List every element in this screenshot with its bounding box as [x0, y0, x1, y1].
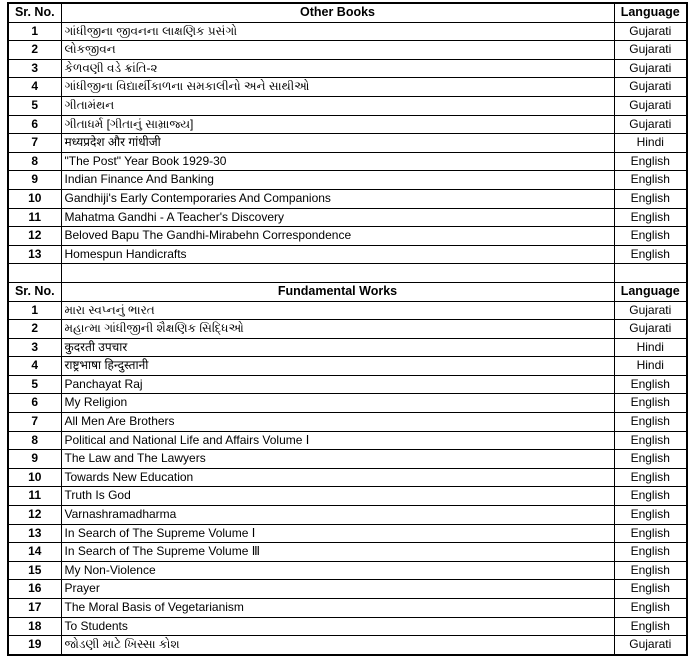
book-title-cell: The Moral Basis of Vegetarianism: [61, 599, 614, 618]
sr-no-cell: 12: [8, 227, 61, 246]
language-cell: English: [614, 468, 687, 487]
book-title-cell: Truth Is God: [61, 487, 614, 506]
sr-no-cell: 6: [8, 115, 61, 134]
section-title-header: Fundamental Works: [61, 282, 614, 301]
book-title-cell: In Search of The Supreme Volume Ⅲ: [61, 543, 614, 562]
book-title-cell: Beloved Bapu The Gandhi-Mirabehn Correspondence: [61, 227, 614, 246]
table-row: [8, 41, 687, 60]
sr-no-cell: 10: [8, 468, 61, 487]
sr-no-cell: 4: [8, 357, 61, 376]
table-row: [8, 189, 687, 208]
table-row: [8, 599, 687, 618]
sr-no-column-header: Sr. No.: [8, 282, 61, 301]
table-row: [8, 78, 687, 97]
sr-no-cell: 9: [8, 171, 61, 190]
language-cell: Gujarati: [614, 96, 687, 115]
table-row: [8, 338, 687, 357]
language-cell: English: [614, 375, 687, 394]
language-cell: English: [614, 506, 687, 525]
sr-no-cell: 7: [8, 413, 61, 432]
sr-no-cell: 2: [8, 320, 61, 339]
table-row: [8, 375, 687, 394]
table-row: [8, 506, 687, 525]
language-column-header: Language: [614, 3, 687, 22]
table-row: [8, 487, 687, 506]
book-title-cell: मध्यप्रदेश और गांधीजी: [61, 134, 614, 153]
language-cell: Gujarati: [614, 301, 687, 320]
sr-no-cell: 8: [8, 431, 61, 450]
table-row: [8, 152, 687, 171]
sr-no-cell: 19: [8, 636, 61, 655]
book-title-cell: મારા સ્વપ્નનું ભારત: [61, 301, 614, 320]
table-row: [8, 617, 687, 636]
language-cell: English: [614, 208, 687, 227]
language-cell: English: [614, 171, 687, 190]
sr-no-cell: 13: [8, 245, 61, 264]
language-cell: English: [614, 561, 687, 580]
book-title-cell: Indian Finance And Banking: [61, 171, 614, 190]
section-header-row: [8, 282, 687, 301]
language-cell: English: [614, 394, 687, 413]
language-cell: English: [614, 152, 687, 171]
sr-no-cell: 4: [8, 78, 61, 97]
language-cell: Gujarati: [614, 636, 687, 655]
sr-no-cell: 10: [8, 189, 61, 208]
language-cell: English: [614, 431, 687, 450]
book-title-cell: In Search of The Supreme Volume Ⅰ: [61, 524, 614, 543]
sr-no-cell: 3: [8, 59, 61, 78]
book-title-cell: All Men Are Brothers: [61, 413, 614, 432]
spacer-row: [8, 264, 687, 283]
book-title-cell: कुदरती उपचार: [61, 338, 614, 357]
section-header-row: [8, 3, 687, 22]
language-cell: Gujarati: [614, 320, 687, 339]
sr-no-cell: 18: [8, 617, 61, 636]
table-row: [8, 543, 687, 562]
language-column-header: Language: [614, 282, 687, 301]
book-title-cell: To Students: [61, 617, 614, 636]
book-title-cell: ગાંધીજીના વિદ્યાર્થીકાળના સમકાલીનો અને સાથીઓ: [61, 78, 614, 97]
sr-no-cell: 5: [8, 96, 61, 115]
book-title-cell: My Religion: [61, 394, 614, 413]
sr-no-cell: 8: [8, 152, 61, 171]
sr-no-cell: 13: [8, 524, 61, 543]
table-row: [8, 636, 687, 655]
book-title-cell: ગીતામંથન: [61, 96, 614, 115]
sr-no-cell: 12: [8, 506, 61, 525]
table-row: [8, 413, 687, 432]
language-cell: Gujarati: [614, 59, 687, 78]
table-row: [8, 468, 687, 487]
sr-no-cell: 3: [8, 338, 61, 357]
table-row: [8, 208, 687, 227]
table-row: [8, 357, 687, 376]
book-title-cell: કેળવણી વડે ક્રાંતિ-૨: [61, 59, 614, 78]
language-cell: Hindi: [614, 134, 687, 153]
book-title-cell: My Non-Violence: [61, 561, 614, 580]
book-title-cell: જોડણી માટે ખિસ્સા કોશ: [61, 636, 614, 655]
language-cell: Hindi: [614, 357, 687, 376]
language-cell: English: [614, 580, 687, 599]
book-title-cell: Gandhiji's Early Contemporaries And Companions: [61, 189, 614, 208]
table-row: [8, 561, 687, 580]
books-table: [7, 2, 688, 656]
language-cell: Gujarati: [614, 22, 687, 41]
table-row: [8, 134, 687, 153]
language-cell: English: [614, 599, 687, 618]
sr-no-cell: 15: [8, 561, 61, 580]
spacer-cell: [614, 264, 687, 283]
section-title-header: Other Books: [61, 3, 614, 22]
language-cell: Gujarati: [614, 41, 687, 60]
sr-no-cell: 7: [8, 134, 61, 153]
table-row: [8, 320, 687, 339]
table-row: [8, 59, 687, 78]
book-title-cell: The Law and The Lawyers: [61, 450, 614, 469]
book-title-cell: ગાંધીજીના જીવનના લાક્ષણિક પ્રસંગો: [61, 22, 614, 41]
sr-no-cell: 1: [8, 22, 61, 41]
book-title-cell: Towards New Education: [61, 468, 614, 487]
table-row: [8, 96, 687, 115]
sr-no-cell: 1: [8, 301, 61, 320]
book-title-cell: Homespun Handicrafts: [61, 245, 614, 264]
sr-no-cell: 6: [8, 394, 61, 413]
books-table-body: [8, 3, 687, 655]
book-title-cell: Panchayat Raj: [61, 375, 614, 394]
book-title-cell: "The Post" Year Book 1929-30: [61, 152, 614, 171]
language-cell: English: [614, 617, 687, 636]
table-row: [8, 394, 687, 413]
language-cell: Hindi: [614, 338, 687, 357]
language-cell: English: [614, 227, 687, 246]
sr-no-cell: 5: [8, 375, 61, 394]
language-cell: Gujarati: [614, 115, 687, 134]
sr-no-cell: 9: [8, 450, 61, 469]
language-cell: English: [614, 487, 687, 506]
table-row: [8, 431, 687, 450]
book-title-cell: Mahatma Gandhi - A Teacher's Discovery: [61, 208, 614, 227]
language-cell: English: [614, 413, 687, 432]
table-row: [8, 22, 687, 41]
language-cell: English: [614, 450, 687, 469]
table-row: [8, 580, 687, 599]
table-row: [8, 245, 687, 264]
language-cell: English: [614, 245, 687, 264]
sr-no-column-header: Sr. No.: [8, 3, 61, 22]
language-cell: English: [614, 524, 687, 543]
table-row: [8, 227, 687, 246]
book-title-cell: राष्ट्रभाषा हिन्दुस्तानी: [61, 357, 614, 376]
sr-no-cell: 14: [8, 543, 61, 562]
book-title-cell: મહાત્મા ગાંધીજીની શૈક્ષણિક સિદ્ધિઓ: [61, 320, 614, 339]
language-cell: Gujarati: [614, 78, 687, 97]
table-row: [8, 115, 687, 134]
sr-no-cell: 11: [8, 487, 61, 506]
table-row: [8, 524, 687, 543]
spacer-cell: [61, 264, 614, 283]
table-row: [8, 171, 687, 190]
sr-no-cell: 17: [8, 599, 61, 618]
language-cell: English: [614, 189, 687, 208]
table-row: [8, 450, 687, 469]
book-title-cell: Political and National Life and Affairs Volume Ⅰ: [61, 431, 614, 450]
language-cell: English: [614, 543, 687, 562]
spacer-cell: [8, 264, 61, 283]
table-row: [8, 301, 687, 320]
sr-no-cell: 16: [8, 580, 61, 599]
book-title-cell: લોકજીવન: [61, 41, 614, 60]
sr-no-cell: 2: [8, 41, 61, 60]
book-title-cell: ગીતાધર્મ [ગીતાનું સામ્રાજ્ય]: [61, 115, 614, 134]
sr-no-cell: 11: [8, 208, 61, 227]
book-title-cell: Prayer: [61, 580, 614, 599]
book-title-cell: Varnashramadharma: [61, 506, 614, 525]
